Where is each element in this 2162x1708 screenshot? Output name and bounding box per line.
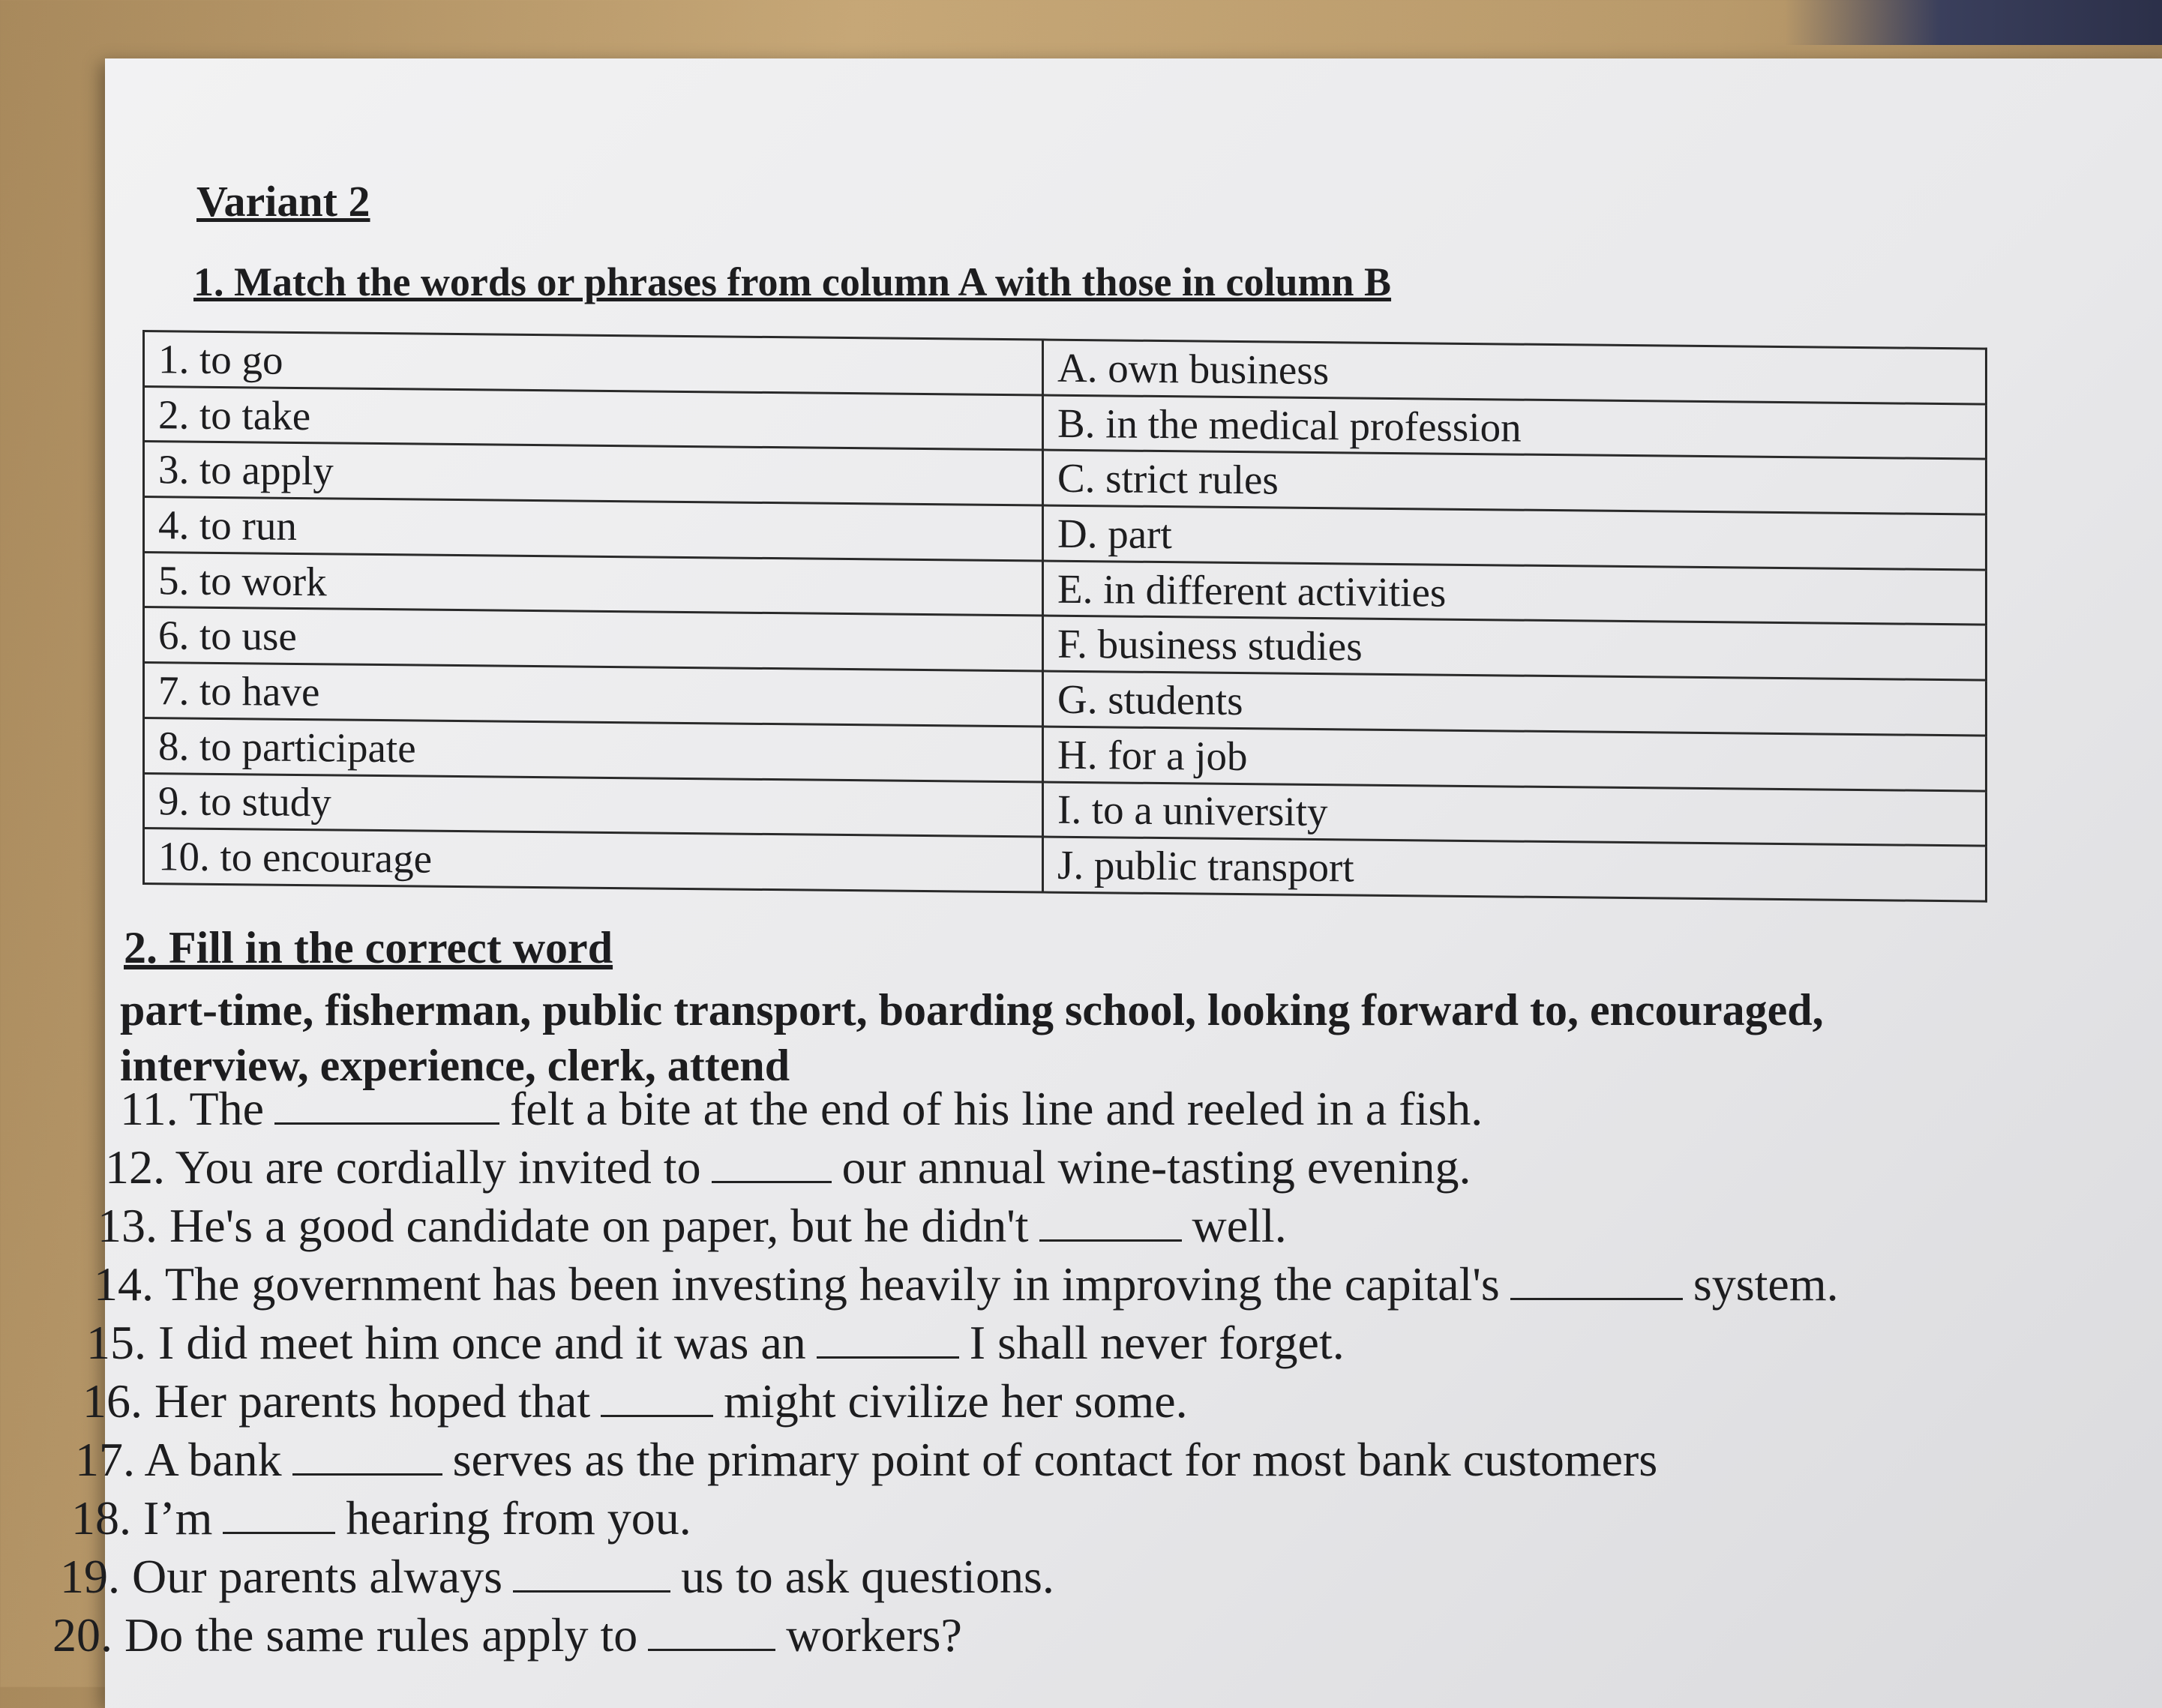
sentence-text: serves as the primary point of contact for most bank customers xyxy=(452,1433,1658,1486)
sentence-text: 14. The government has been investing heavily in improving the capital's xyxy=(94,1257,1500,1311)
word-bank: part-time, fisherman, public transport, boarding school, looking forward to, encouraged, interview, experience, clerk, attend xyxy=(120,985,1824,1090)
sentence-item xyxy=(52,1255,2077,1314)
column-a-cell: 10. to encourage xyxy=(144,829,1043,892)
sentence-item xyxy=(52,1431,2077,1489)
task1-heading: 1. Match the words or phrases from column A with those in column B xyxy=(193,259,1392,304)
sentence-list xyxy=(52,1080,2077,1665)
matching-table xyxy=(142,330,1987,903)
column-b-cell: B. in the medical profession xyxy=(1043,395,1987,460)
column-b-cell: C. strict rules xyxy=(1043,450,1987,514)
sentence-text: 19. Our parents always xyxy=(60,1550,503,1603)
sentence-text: our annual wine-tasting evening. xyxy=(841,1140,1471,1194)
variant-title: Variant 2 xyxy=(196,177,370,226)
sentence-text: hearing from you. xyxy=(346,1491,691,1545)
sentence-item xyxy=(52,1489,2077,1548)
column-b-cell: H. for a job xyxy=(1043,727,1987,791)
column-b-cell: E. in different activities xyxy=(1043,561,1987,625)
answer-blank[interactable] xyxy=(1039,1202,1182,1242)
column-b-cell: J. public transport xyxy=(1043,837,1987,901)
sentence-text: 12. You are cordially invited to xyxy=(105,1140,701,1194)
sentence-text: 20. Do the same rules apply to xyxy=(52,1608,638,1662)
answer-blank[interactable] xyxy=(513,1553,670,1593)
column-b-cell: I. to a university xyxy=(1043,782,1987,847)
sentence-text: us to ask questions. xyxy=(681,1550,1054,1603)
sentence-text: system. xyxy=(1693,1257,1839,1311)
sentence-text: I shall never forget. xyxy=(969,1316,1345,1369)
sentence-text: might civilize her some. xyxy=(724,1374,1188,1428)
sentence-text: 11. The xyxy=(120,1082,264,1135)
answer-blank[interactable] xyxy=(601,1377,713,1417)
sentence-text: felt a bite at the end of his line and reeled in a fish. xyxy=(509,1082,1483,1135)
column-a-cell: 1. to go xyxy=(144,331,1043,395)
sentence-item xyxy=(52,1606,2077,1665)
column-a-cell: 5. to work xyxy=(144,552,1043,616)
sentence-text: 18. I’m xyxy=(71,1491,213,1545)
column-a-cell: 2. to take xyxy=(144,386,1043,450)
background-object xyxy=(1785,0,2162,45)
sentence-text: 13. He's a good candidate on paper, but he didn't xyxy=(97,1199,1029,1252)
column-a-cell: 6. to use xyxy=(144,607,1043,671)
sentence-text: 15. I did meet him once and it was an xyxy=(86,1316,806,1369)
column-b-cell: A. own business xyxy=(1043,340,1987,404)
column-a-cell: 8. to participate xyxy=(144,718,1043,781)
answer-blank[interactable] xyxy=(292,1436,442,1476)
answer-blank[interactable] xyxy=(817,1319,959,1359)
sentence-text: 17. A bank xyxy=(75,1433,282,1486)
sentence-text: well. xyxy=(1192,1199,1287,1252)
sentence-item xyxy=(52,1080,2077,1138)
column-a-cell: 7. to have xyxy=(144,663,1043,727)
sentence-item xyxy=(52,1314,2077,1372)
column-a-cell: 3. to apply xyxy=(144,442,1043,505)
answer-blank[interactable] xyxy=(274,1085,499,1125)
column-a-cell: 9. to study xyxy=(144,773,1043,837)
column-b-cell: G. students xyxy=(1043,671,1987,736)
column-b-cell: F. business studies xyxy=(1043,616,1987,680)
answer-blank[interactable] xyxy=(1510,1260,1683,1300)
task2-heading: 2. Fill in the correct word xyxy=(124,923,613,972)
sentence-item xyxy=(52,1372,2077,1431)
column-a-cell: 4. to run xyxy=(144,497,1043,561)
sentence-text: 16. Her parents hoped that xyxy=(82,1374,591,1428)
answer-blank[interactable] xyxy=(223,1494,335,1534)
sentence-item xyxy=(52,1197,2077,1255)
answer-blank[interactable] xyxy=(648,1611,775,1651)
answer-blank[interactable] xyxy=(712,1143,832,1183)
sentence-item xyxy=(52,1138,2077,1197)
sentence-text: workers? xyxy=(786,1608,962,1662)
sentence-item xyxy=(52,1548,2077,1606)
column-b-cell: D. part xyxy=(1043,505,1987,570)
